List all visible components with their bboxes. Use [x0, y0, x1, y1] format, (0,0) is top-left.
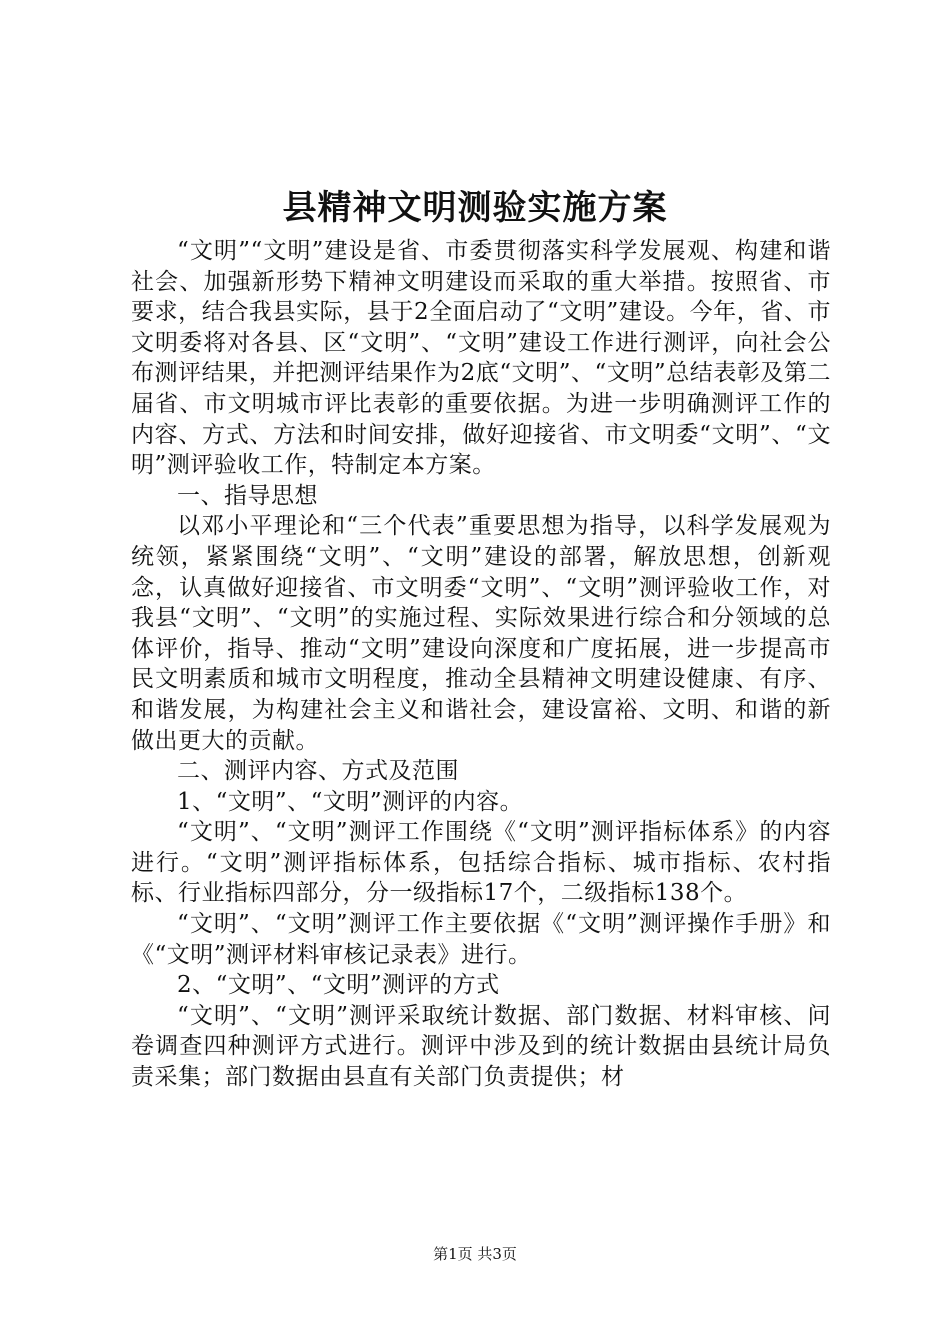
subsection-heading-content: 1、“文明”、“文明”测评的内容。 — [177, 788, 524, 815]
content-paragraph-2: “文明”、“文明”测评工作主要依据《“文明”测评操作手册》和《“文明”测评材料审核记录表》进行。 — [131, 911, 831, 968]
content-paragraph-1: “文明”、“文明”测评工作围绕《“文明”测评指标体系》的内容进行。“文明”测评指标体系，包括综合指标、城市指标、农村指标、行业指标四部分，分一级指标17个，二级指标138个。 — [131, 819, 831, 907]
section-heading-guiding-ideology: 一、指导思想 — [177, 482, 318, 509]
intro-paragraph: “文明”“文明”建设是省、市委贯彻落实科学发展观、构建和谐社会、加强新形势下精神文明建设而采取的重大举措。按照省、市要求，结合我县实际，县于2全面启动了“文明”建设。今年，省、市文明委将对各县、区“文明”、“文明”建设工作进行测评，向社会公布测评结果，并把测评结果作为2底“文明”、“文明”总结表彰及第二届省、市文明城市评比表彰的重要依据。为进一步明确测评工作的内容、方式、方法和时间安排，做好迎接省、市文明委“文明”、“文明”测评验收工作，特制定本方案。 — [131, 238, 831, 479]
document-title: 县精神文明测验实施方案 — [282, 188, 668, 228]
section-heading-content-method-scope: 二、测评内容、方式及范围 — [177, 758, 459, 785]
document-body — [131, 236, 831, 1093]
method-paragraph: “文明”、“文明”测评采取统计数据、部门数据、材料审核、问卷调查四种测评方式进行。测评中涉及到的统计数据由县统计局负责采集；部门数据由县直有关部门负责提供；材 — [131, 1002, 831, 1091]
subsection-heading-method: 2、“文明”、“文明”测评的方式 — [177, 972, 500, 999]
guiding-ideology-paragraph: 以邓小平理论和“三个代表”重要思想为指导，以科学发展观为统领，紧紧围绕“文明”、“文明”建设的部署，解放思想，创新观念，认真做好迎接省、市文明委“文明”、“文明”测评验收工作，对我县“文明”、“文明”的实施过程、实际效果进行综合和分领域的总体评价，指导、推动“文明”建设向深度和广度拓展，进一步提高市民文明素质和城市文明程度，推动全县精神文明建设健康、有序、和谐发展，为构建社会主义和谐社会，建设富裕、文明、和谐的新做出更大的贡献。 — [131, 513, 831, 754]
page-number-footer: 第1页 共3页 — [433, 1245, 517, 1263]
